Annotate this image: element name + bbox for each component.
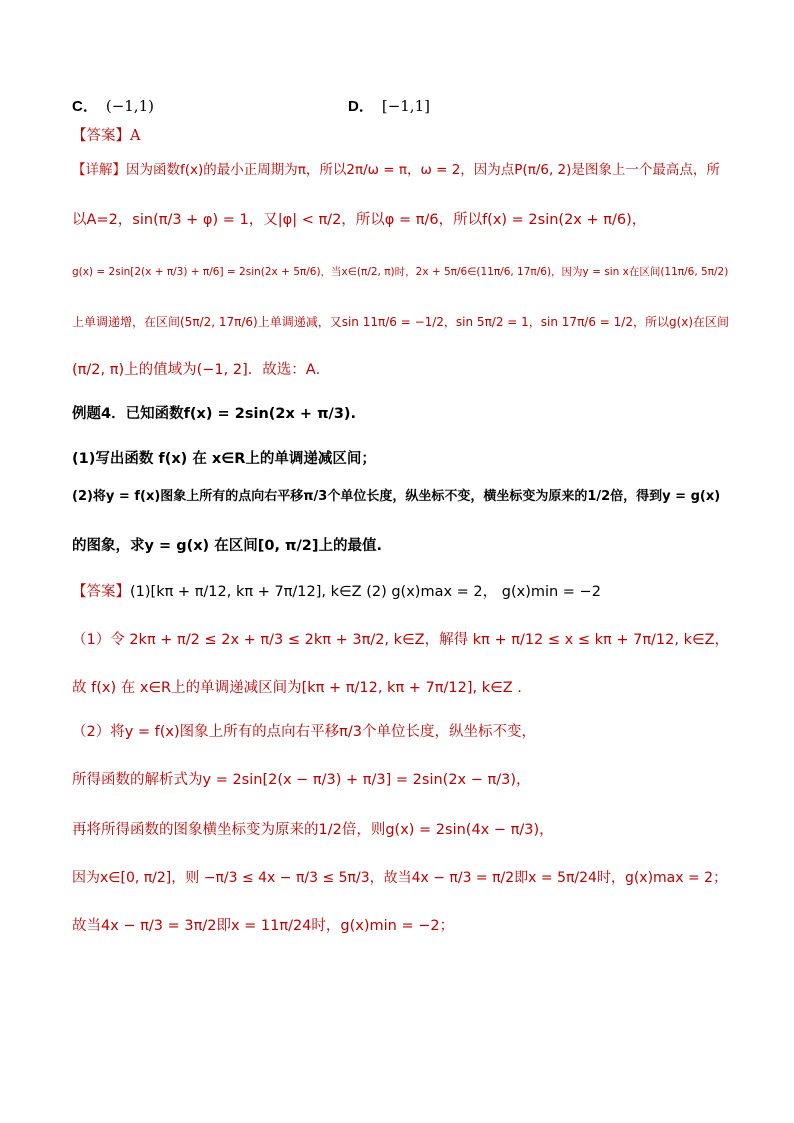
option-d bbox=[348, 95, 430, 116]
solution-line-5: 再将所得函数的图象横坐标变为原来的1/2倍，则g(x) = 2sin(4x − π/3)， bbox=[72, 822, 554, 838]
detail-text-1: 因为函数f(x)的最小正周期为π，所以2π/ω = π，ω = 2，因为点P(π/6, 2)是图象上一个最高点，所 bbox=[126, 162, 720, 178]
detail-tag: 【详解】 bbox=[72, 162, 126, 178]
example4-q1: (1)写出函数 f(x) 在 x∈R上的单调递减区间； bbox=[72, 451, 376, 467]
detail-line-1 bbox=[72, 160, 732, 180]
answer-line-1 bbox=[72, 126, 732, 146]
detail-line-5: (π/2, π)上的值域为(−1, 2]．故选：A． bbox=[72, 362, 331, 378]
answer-value: A bbox=[130, 128, 141, 144]
solution-line-3: （2）将y = f(x)图象上所有的点向右平移π/3个单位长度，纵坐标不变， bbox=[72, 724, 537, 740]
solution-line-7: 故当4x − π/3 = 3π/2即x = 11π/24时，g(x)min = −2； bbox=[72, 918, 455, 934]
example4-q2: (2)将y = f(x)图象上所有的点向右平移π/3个单位长度，纵坐标不变，横坐标变为原来的1/2倍，得到y = g(x) bbox=[72, 489, 721, 504]
example4-q3: 的图象，求y = g(x) 在区间[0, π/2]上的最值. bbox=[72, 538, 382, 554]
example4-title: 例题4．已知函数f(x) = 2sin(2x + π/3). bbox=[72, 406, 357, 422]
solution-line-4: 所得函数的解析式为y = 2sin[2(x − π/3) + π/3] = 2sin(2x − π/3)， bbox=[72, 772, 531, 788]
option-c-label: C． bbox=[72, 98, 98, 115]
detail-line-4: 上单调递增，在区间(5π/2, 17π/6)上单调递减，又sin 11π/6 = −1/2，sin 5π/2 = 1，sin 17π/6 = 1/2，所以g(x)在区间 bbox=[72, 315, 730, 329]
option-c bbox=[72, 95, 154, 116]
answer2-value: (1)[kπ + π/12, kπ + 7π/12], k∈Z (2) g(x)max = 2， g(x)min = −2 bbox=[130, 584, 601, 600]
solution-line-2: 故 f(x) 在 x∈R上的单调递减区间为[kπ + π/12, kπ + 7π/12], k∈Z . bbox=[72, 680, 522, 696]
solution-line-1: （1）令 2kπ + π/2 ≤ 2x + π/3 ≤ 2kπ + 3π/2, k∈Z，解得 kπ + π/12 ≤ x ≤ kπ + 7π/12, k∈Z， bbox=[72, 632, 730, 648]
option-d-value: [−1,1] bbox=[381, 97, 430, 115]
detail-line-3: g(x) = 2sin[2(x + π/3) + π/6] = 2sin(2x + 5π/6)，当x∈(π/2, π)时，2x + 5π/6∈(11π/6, 17π/6)，因为y = sin x在区间(11π/6, 5π/2) bbox=[72, 266, 729, 278]
answer2-tag: 【答案】 bbox=[72, 584, 130, 600]
detail-line-2: 以A=2，sin(π/3 + φ) = 1，又|φ| < π/2，所以φ = π/6，所以f(x) = 2sin(2x + π/6)， bbox=[72, 212, 647, 228]
answer-line-2 bbox=[72, 582, 732, 602]
option-d-label: D． bbox=[348, 98, 374, 115]
option-c-value: (−1,1) bbox=[105, 97, 154, 115]
solution-line-6: 因为x∈[0, π/2]，则 −π/3 ≤ 4x − π/3 ≤ 5π/3，故当4x − π/3 = π/2即x = 5π/24时，g(x)max = 2； bbox=[72, 870, 728, 886]
answer-tag: 【答案】 bbox=[72, 128, 130, 144]
